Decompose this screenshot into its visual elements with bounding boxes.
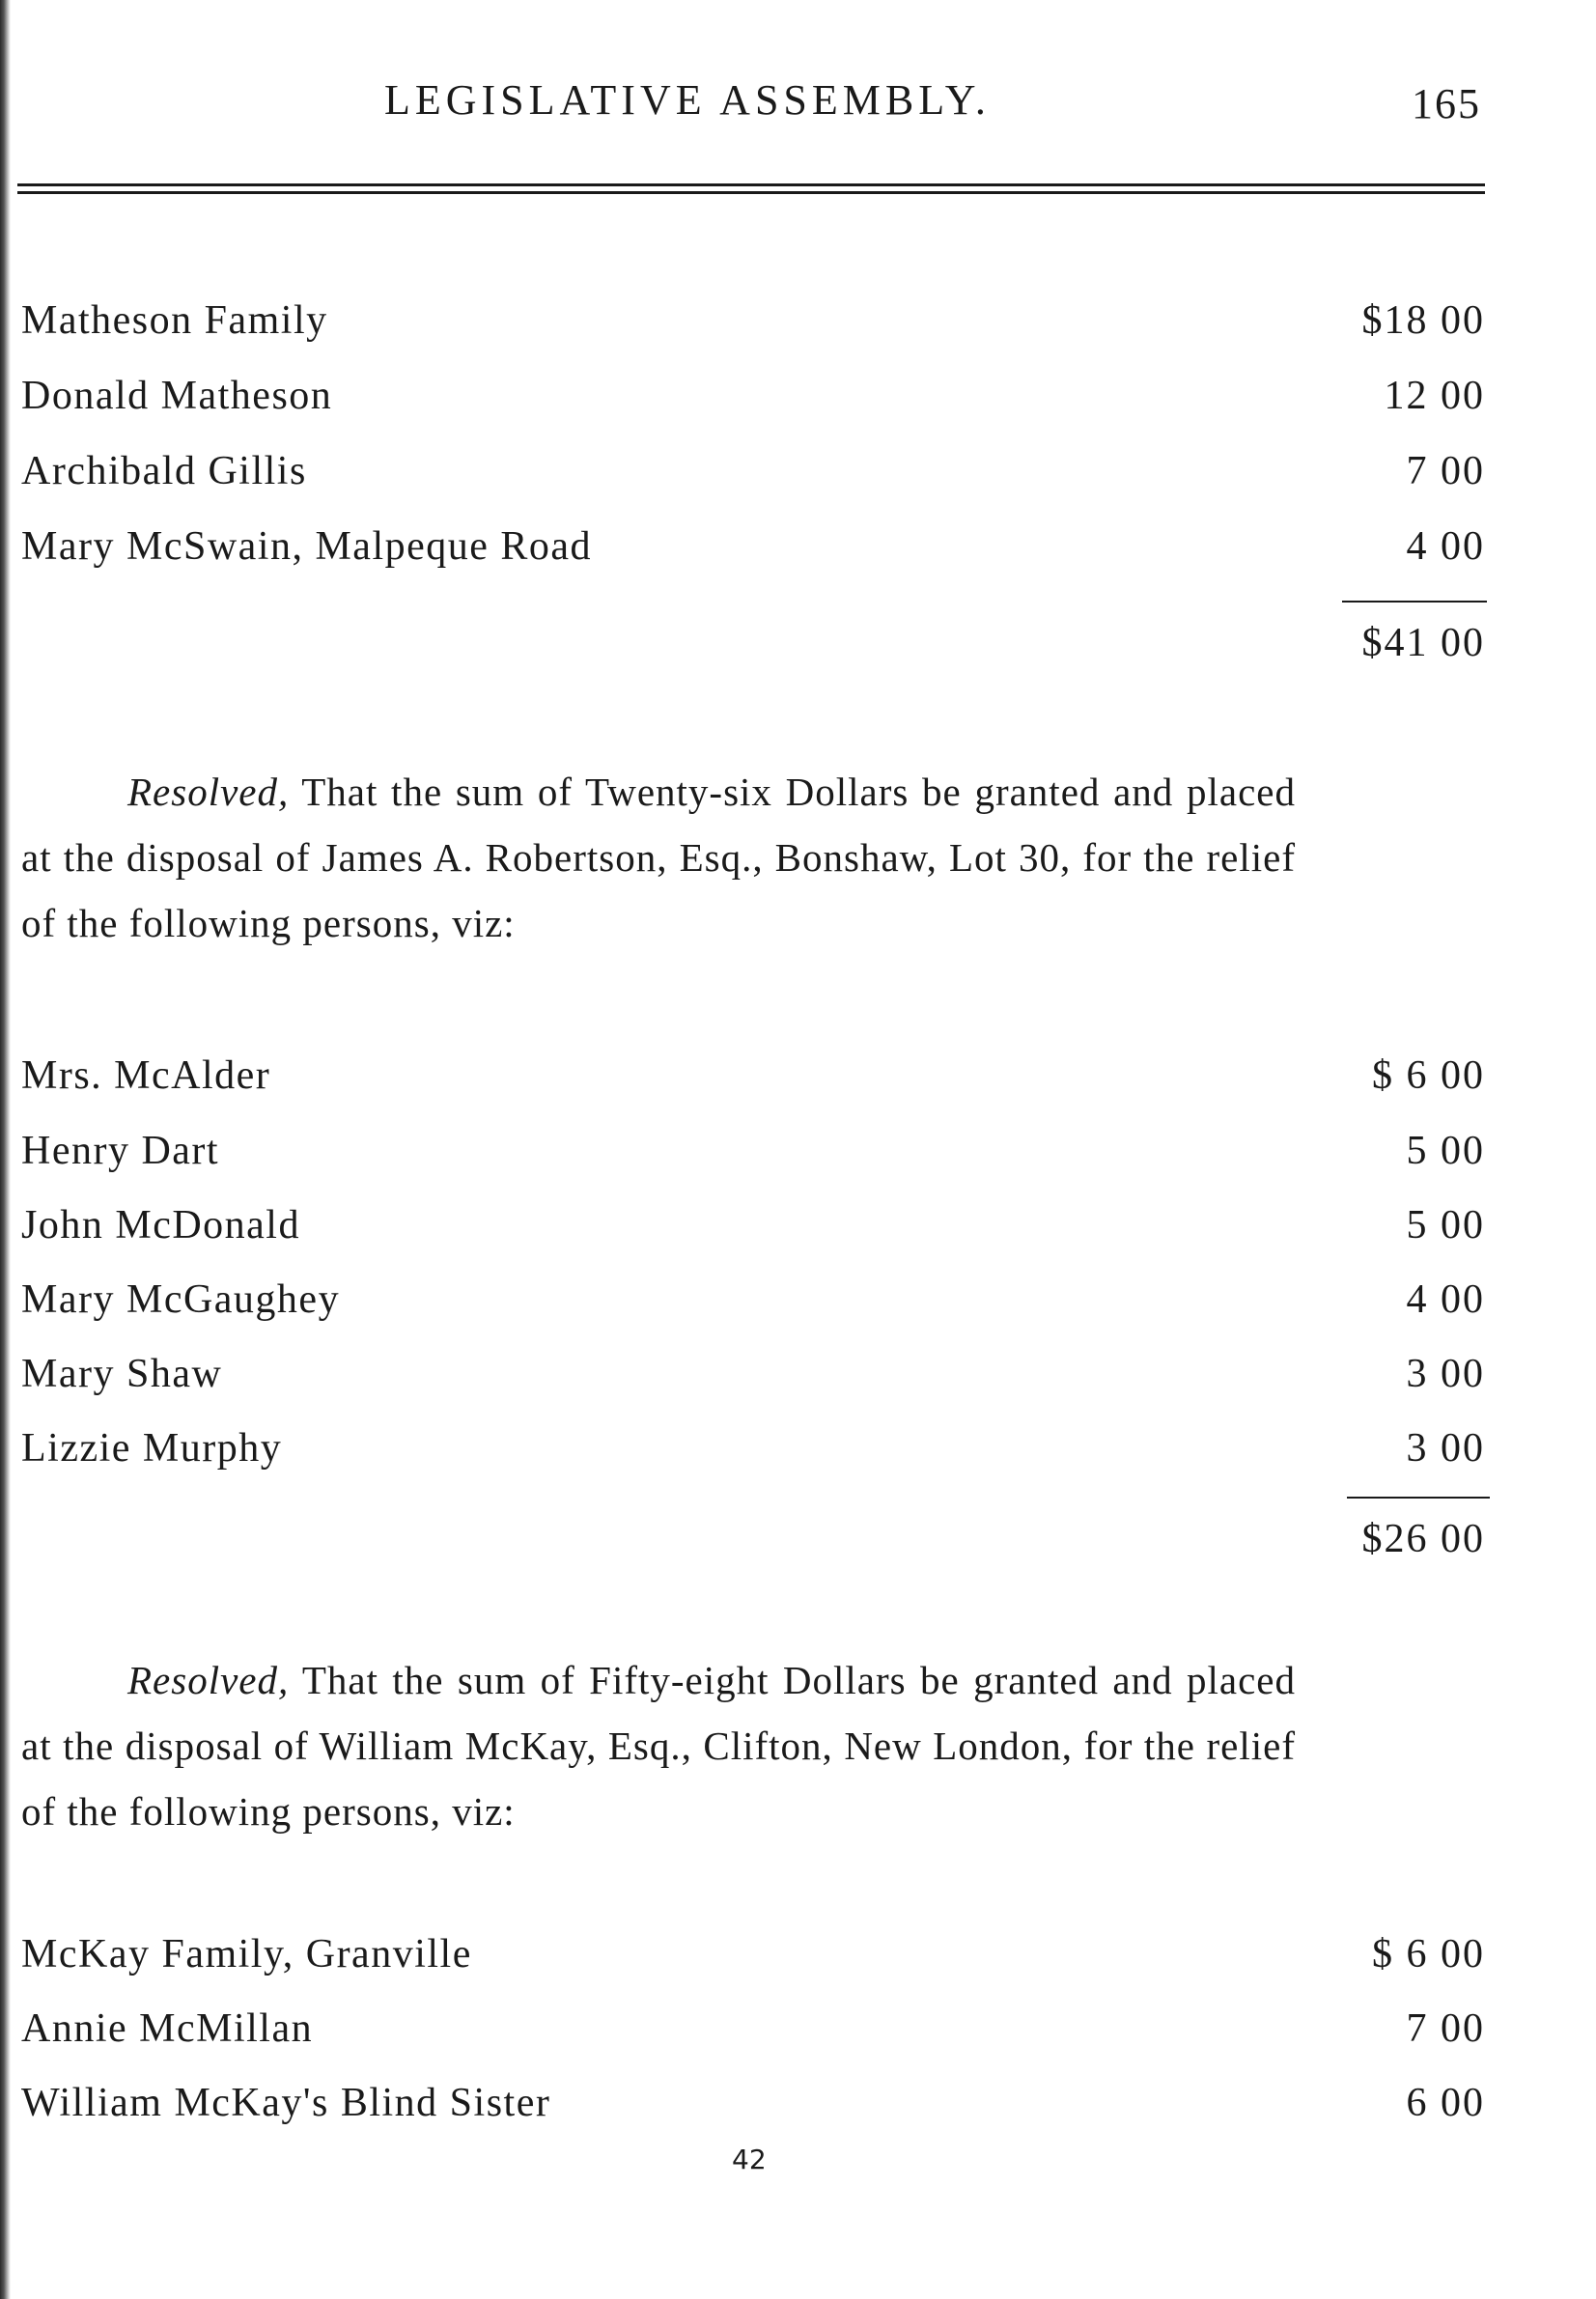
list-item bbox=[0, 1128, 1596, 1186]
entry-name: John McDonald bbox=[21, 1203, 300, 1248]
entry-amount: $ 6 00 bbox=[1372, 1053, 1485, 1098]
entry-name: Mrs. McAlder bbox=[21, 1053, 271, 1098]
resolution-paragraph bbox=[21, 759, 1296, 956]
running-header-title: LEGISLATIVE ASSEMBLY. bbox=[384, 76, 991, 124]
list-item bbox=[0, 297, 1596, 355]
entry-amount: 7 00 bbox=[1406, 2006, 1485, 2051]
list-item bbox=[0, 448, 1596, 506]
entry-name: William McKay's Blind Sister bbox=[21, 2081, 551, 2125]
entry-amount: 3 00 bbox=[1406, 1352, 1485, 1396]
list-item bbox=[0, 1276, 1596, 1334]
resolution-text: That the sum of Twenty-six Dollars be granted and placed at the disposal of James A. Robertson, Esq., Bonshaw, Lot 30, for the relief of the following persons, viz: bbox=[21, 770, 1296, 945]
entry-amount: 3 00 bbox=[1406, 1426, 1485, 1471]
entry-amount: 4 00 bbox=[1406, 1277, 1485, 1322]
total-rule bbox=[1342, 601, 1487, 603]
list-item bbox=[0, 2005, 1596, 2063]
section-total: $26 00 bbox=[1361, 1517, 1485, 1561]
entry-amount: 4 00 bbox=[1406, 524, 1485, 569]
entry-name: Lizzie Murphy bbox=[21, 1426, 283, 1471]
list-item bbox=[0, 1425, 1596, 1483]
signature-mark: 42 bbox=[732, 2144, 767, 2175]
section-total: $41 00 bbox=[1361, 621, 1485, 665]
page-number: 165 bbox=[1412, 80, 1481, 127]
resolution-lead: Resolved, bbox=[127, 1658, 290, 1702]
entry-name: Henry Dart bbox=[21, 1129, 220, 1173]
list-item bbox=[0, 1052, 1596, 1110]
entry-amount: 7 00 bbox=[1406, 449, 1485, 493]
entry-amount: 5 00 bbox=[1406, 1203, 1485, 1248]
total-rule bbox=[1347, 1497, 1490, 1499]
list-item bbox=[0, 1351, 1596, 1409]
header-rule-bottom bbox=[17, 191, 1485, 194]
entry-amount: 6 00 bbox=[1406, 2081, 1485, 2125]
entry-name: Mary Shaw bbox=[21, 1352, 223, 1396]
list-item bbox=[0, 523, 1596, 581]
entry-amount: $18 00 bbox=[1361, 298, 1485, 343]
list-item bbox=[0, 373, 1596, 431]
entry-name: Mary McGaughey bbox=[21, 1277, 341, 1322]
entry-name: Mary McSwain, Malpeque Road bbox=[21, 524, 593, 569]
entry-name: Archibald Gillis bbox=[21, 449, 307, 493]
entry-name: Donald Matheson bbox=[21, 374, 333, 418]
entry-name: McKay Family, Granville bbox=[21, 1932, 472, 1977]
entry-amount: $ 6 00 bbox=[1372, 1932, 1485, 1977]
resolution-text: That the sum of Fifty-eight Dollars be granted and placed at the disposal of William McKay, Esq., Clifton, New London, for the relief of the following persons, viz: bbox=[21, 1658, 1296, 1834]
resolution-paragraph bbox=[21, 1647, 1296, 1844]
resolution-lead: Resolved, bbox=[127, 770, 290, 814]
list-item bbox=[0, 1931, 1596, 1989]
list-item bbox=[0, 2080, 1596, 2138]
entry-amount: 12 00 bbox=[1384, 374, 1485, 418]
header-rule-top bbox=[17, 183, 1485, 186]
entry-name: Matheson Family bbox=[21, 298, 328, 343]
entry-amount: 5 00 bbox=[1406, 1129, 1485, 1173]
list-item bbox=[0, 1202, 1596, 1260]
entry-name: Annie McMillan bbox=[21, 2006, 314, 2051]
